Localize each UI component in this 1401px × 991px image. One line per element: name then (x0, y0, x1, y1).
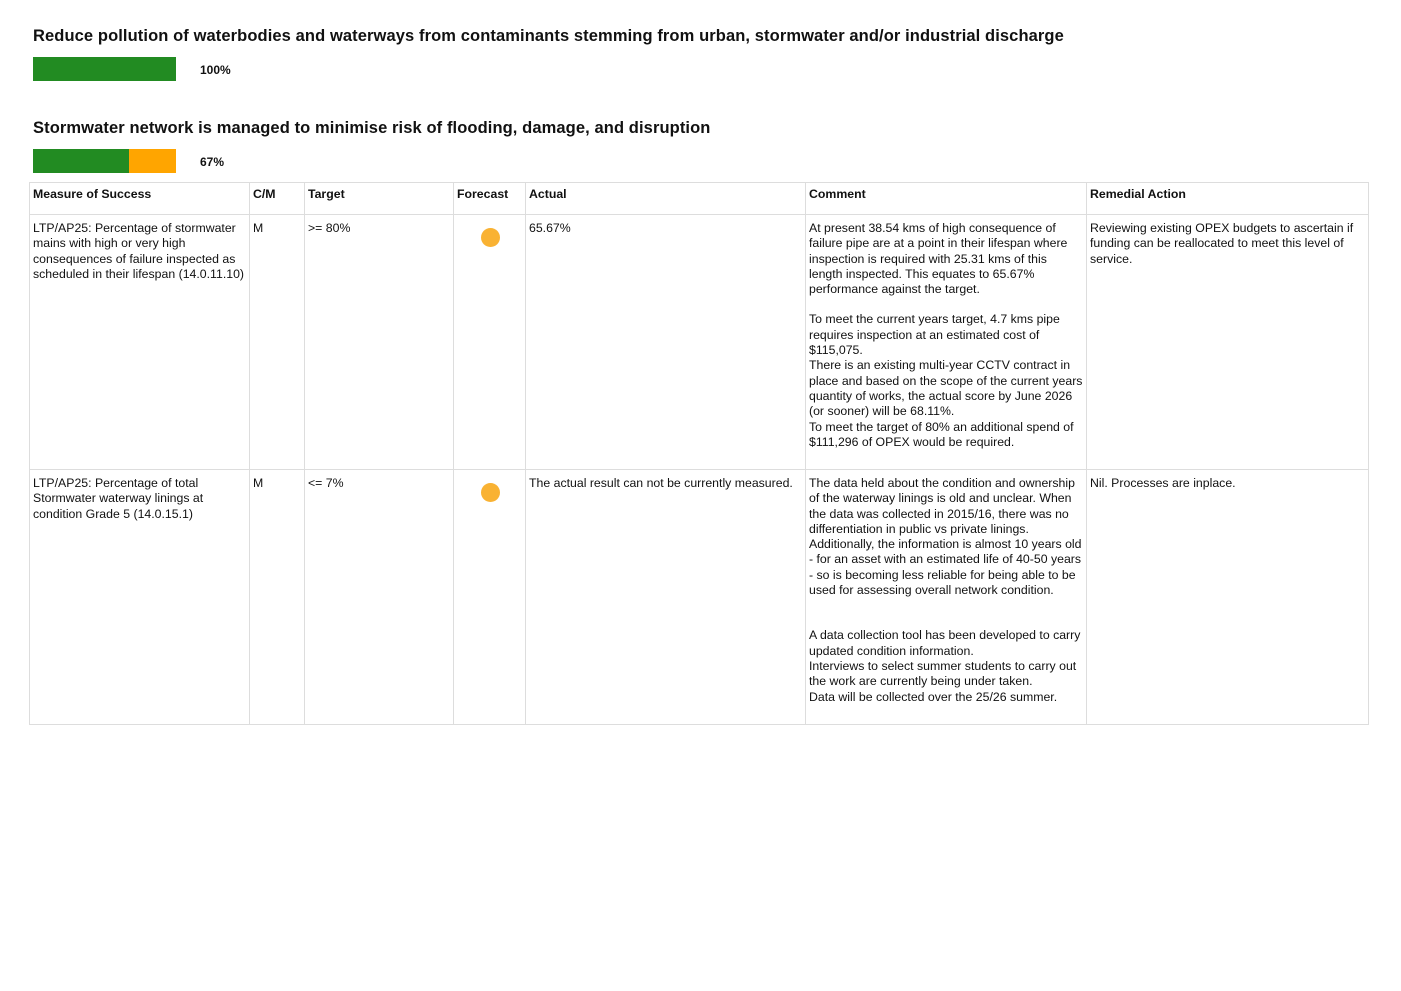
table-row (30, 470, 1369, 725)
column-header-comment: Comment (806, 183, 1087, 215)
forecast-cell (454, 215, 526, 470)
comment-cell (806, 470, 1087, 725)
forecast-status-dot-icon (481, 228, 500, 247)
comment-paragraph: A data collection tool has been developed to carry updated condition information. (809, 628, 1081, 658)
comment-paragraph: To meet the target of 80% an additional spend of $111,296 of OPEX would be required. (809, 419, 1074, 449)
cm-cell: M (250, 215, 305, 470)
outcome-progress-bar (33, 149, 176, 173)
comment-paragraph: To meet the current years target, 4.7 kms pipe requires inspection at an estimated cost of $115,075. (809, 312, 1060, 358)
column-header-actual: Actual (526, 183, 806, 215)
comment-paragraph: At present 38.54 kms of high consequence of failure pipe are at a point in their lifespan where inspection is required with 25.31 kms of this length inspected. This equates to 65.67% performance against the target. (809, 221, 1068, 297)
target-cell: <= 7% (305, 470, 454, 725)
column-header-cm: C/M (250, 183, 305, 215)
measures-table (29, 182, 1369, 725)
measure-cell: LTP/AP25: Percentage of total Stormwater waterway linings at condition Grade 5 (14.0.15.1) (30, 470, 250, 725)
outcome-progress-percent: 67% (200, 155, 225, 169)
actual-cell: 65.67% (526, 215, 806, 470)
cm-cell: M (250, 470, 305, 725)
outcome-title: Stormwater network is managed to minimise risk of flooding, damage, and disruption (33, 119, 711, 137)
progress-green-segment (33, 57, 176, 81)
remedial-action-cell: Nil. Processes are inplace. (1087, 470, 1369, 725)
comment-cell (806, 215, 1087, 470)
column-header-target: Target (305, 183, 454, 215)
progress-green-segment (33, 149, 129, 173)
remedial-action-cell: Reviewing existing OPEX budgets to ascertain if funding can be reallocated to meet this level of service. (1087, 215, 1369, 470)
comment-paragraph: There is an existing multi-year CCTV contract in place and based on the scope of the current years quantity of works, the actual score by June 2026 (or sooner) will be 68.11%. (809, 358, 1083, 419)
outcome-progress-bar (33, 57, 176, 81)
outcome-title: Reduce pollution of waterbodies and waterways from contaminants stemming from urban, stormwater and/or industrial discharge (33, 27, 1064, 45)
actual-cell: The actual result can not be currently measured. (526, 470, 806, 725)
table-header-row (30, 183, 1369, 215)
column-header-remedial-action: Remedial Action (1087, 183, 1369, 215)
column-header-forecast: Forecast (454, 183, 526, 215)
comment-paragraph: Data will be collected over the 25/26 summer. (809, 689, 1058, 704)
outcome-progress-percent: 100% (200, 63, 231, 77)
forecast-cell (454, 470, 526, 725)
progress-amber-segment (129, 149, 176, 173)
target-cell: >= 80% (305, 215, 454, 470)
comment-paragraph: Interviews to select summer students to carry out the work are currently being under taken. (809, 658, 1077, 689)
forecast-status-dot-icon (481, 483, 500, 502)
table-row (30, 215, 1369, 470)
measure-cell: LTP/AP25: Percentage of stormwater mains with high or very high consequences of failure inspected as scheduled in their lifespan (14.0.11.10) (30, 215, 250, 470)
column-header-measure: Measure of Success (30, 183, 250, 215)
comment-paragraph: The data held about the condition and ownership of the waterway linings is old and unclear. When the data was collected in 2015/16, there was no differentiation in public vs private linings. Additionally, the information is almost 10 years old - for an asset with an estimated life of 40-50 years - so is becoming less reliable for being able to be used for assessing overall network condition. (809, 476, 1082, 598)
